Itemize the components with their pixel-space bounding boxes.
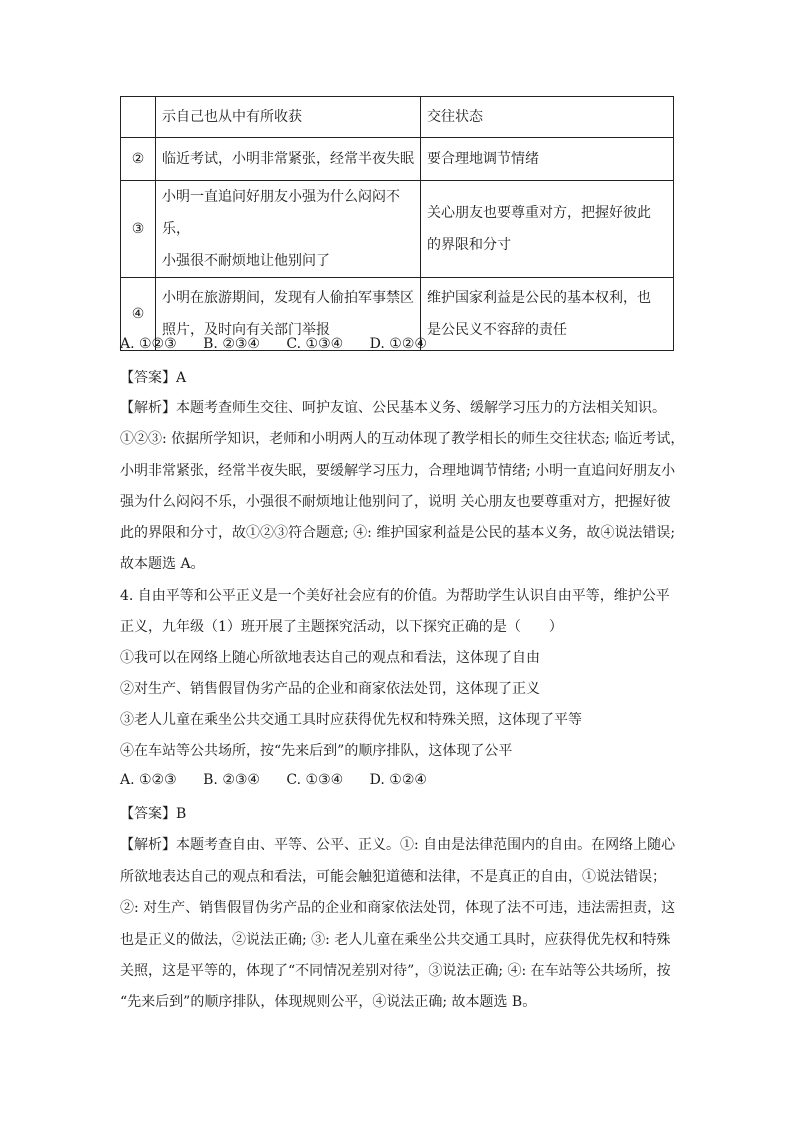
cell-text: 交往状态 (427, 109, 483, 125)
q3-analysis-line: 小明非常紧张，经常半夜失眠，要缓解学习压力，合理地调节情绪; 小明一直追问好朋友小 (120, 463, 676, 479)
q4-analysis-line: 【解析】本题考查自由、平等、公平、正义。①: 自由是法律范围内的自由。在网络上随心 (120, 837, 676, 853)
cell-text: 要合理地调节情绪 (427, 151, 539, 167)
option-b: B. ②③④ (203, 772, 260, 788)
q4-item: ②对生产、销售假冒伪劣产品的企业和商家依法处罚，这体现了正义 (120, 681, 540, 697)
option-c: C. ①③④ (286, 772, 344, 788)
q4-analysis-line: 所欲地表达自己的观点和看法，可能会触犯道德和法律，不是真正的自由，①说法错误； (120, 869, 666, 885)
cell-text: 关心朋友也要尊重对方，把握好彼此 (427, 205, 651, 221)
cell-text: 小强很不耐烦地让他别问了 (162, 253, 330, 269)
analysis-cell (421, 97, 674, 138)
question-table (120, 96, 674, 351)
cell-text: 维护国家利益是公民的基本权利，也 (427, 290, 651, 306)
row-number (121, 97, 156, 138)
q4-item: ①我可以在网络上随心所欲地表达自己的观点和看法，这体现了自由 (120, 650, 540, 666)
option-a: A. ①②③ (120, 336, 177, 352)
row-number: ② (121, 138, 156, 181)
q4-analysis-line: 关照，这是平等的，体现了“不同情况差别对待”，③说法正确; ④: 在车站等公共场所，按 (120, 963, 671, 979)
cell-text: 照片，及时向有关部门举报 (162, 322, 330, 338)
cell-text: 小明一直追问好朋友小强为什么闷闷不乐， (162, 189, 400, 237)
q4-options (120, 772, 680, 788)
table-row (121, 97, 674, 138)
cell-text: 示自己也从中有所收获 (162, 109, 302, 125)
cell-text: 的界限和分寸 (427, 237, 511, 253)
table-row (121, 138, 674, 181)
row-number: ④ (121, 278, 156, 351)
option-c: C. ①③④ (286, 336, 344, 352)
q4-stem-line: 4. 自由平等和公平正义是一个美好社会应有的价值。为帮助学生认识自由平等，维护公平 (120, 588, 670, 604)
q3-analysis-line: 故本题选 A。 (120, 556, 205, 572)
q3-analysis-line: 此的界限和分寸，故①②③符合题意; ④: 维护国家利益是公民的基本义务，故④说法错误; (120, 525, 676, 541)
option-d: D. ①②④ (369, 336, 427, 352)
q3-analysis-line: 【解析】本题考查师生交往、呵护友谊、公民基本义务、缓解学习压力的方法相关知识。 (120, 400, 666, 416)
q3-analysis-line: 强为什么闷闷不乐，小强很不耐烦地让他别问了，说明 关心朋友也要尊重对方，把握好彼 (120, 494, 671, 510)
q4-item: ④在车站等公共场所，按“先来后到”的顺序排队，这体现了公平 (120, 743, 513, 759)
cell-text: 是公民义不容辞的责任 (427, 322, 567, 338)
q4-analysis-line: 也是正义的做法，②说法正确; ③: 老人儿童在乘坐公共交通工具时，应获得优先权和特殊 (120, 932, 671, 948)
option-b: B. ②③④ (203, 336, 260, 352)
cell-text: 临近考试，小明非常紧张，经常半夜失眠 (162, 151, 414, 167)
q4-analysis-line: “先来后到”的顺序排队，体现规则公平，④说法正确; 故本题选 B。 (120, 994, 537, 1010)
q4-item: ③老人儿童在乘坐公共交通工具时应获得优先权和特殊关照，这体现了平等 (120, 712, 582, 728)
table-row (121, 181, 674, 278)
analysis-cell (421, 138, 674, 181)
situation-cell (156, 181, 421, 278)
q3-analysis-line: ①②③: 依据所学知识，老师和小明两人的互动体现了教学相长的师生交往状态; 临近考试， (120, 431, 685, 447)
q4-answer: 【答案】B (120, 806, 187, 822)
cell-text: 小明在旅游期间，发现有人偷拍军事禁区 (162, 290, 414, 306)
row-number: ③ (121, 181, 156, 278)
analysis-cell (421, 181, 674, 278)
option-d: D. ①②④ (369, 772, 427, 788)
option-a: A. ①②③ (120, 772, 177, 788)
situation-cell (156, 138, 421, 181)
q3-answer: 【答案】A (120, 370, 187, 386)
q4-analysis-line: ②: 对生产、销售假冒伪劣产品的企业和商家依法处罚，体现了法不可违，违法需担责，这 (120, 900, 676, 916)
q3-options (120, 336, 680, 352)
q4-stem-line: 正义，九年级（1）班开展了主题探究活动，以下探究正确的是（ ） (120, 619, 563, 635)
situation-cell (156, 97, 421, 138)
